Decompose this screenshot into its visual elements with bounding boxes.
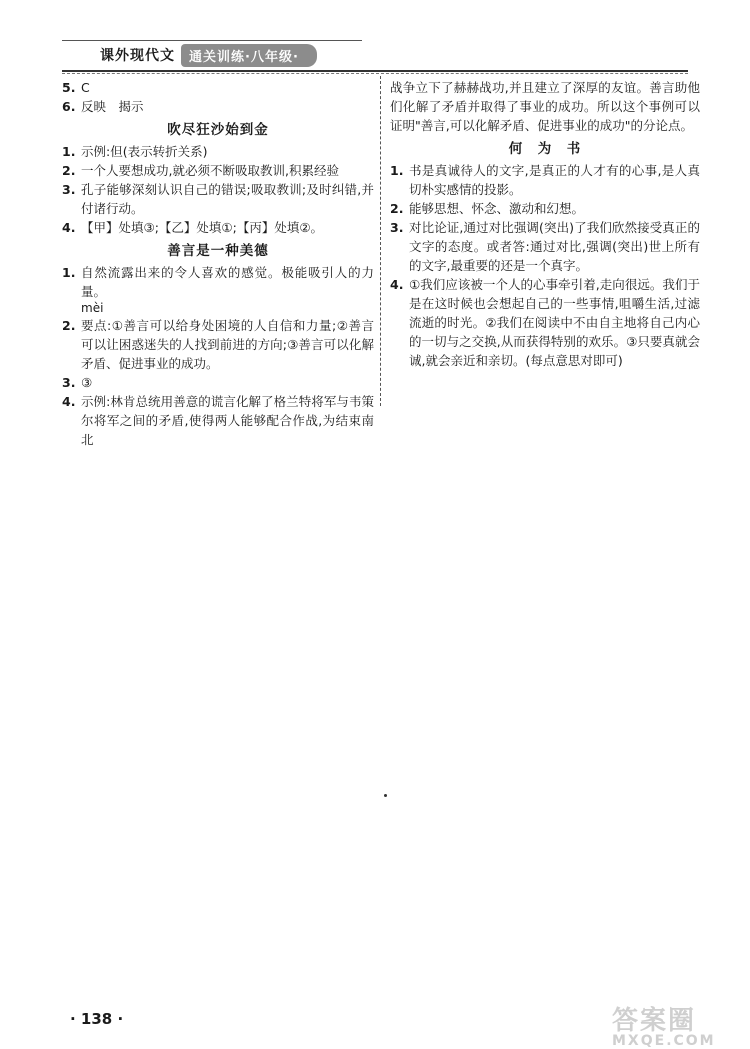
answer-item: 5. C [62,80,90,95]
section-title: 何 为 书 [508,141,582,157]
left-column [62,78,374,449]
header-rule-dashed [62,73,688,74]
section-title: 吹尽狂沙始到金 [167,122,269,138]
answer-item: 4. ①我们应该被一个人的心事牵引着,走向很远。我们于是在这时候也会想起自己的一些事情,咀嚼生活,过滤流逝的时光。②我们在阅读中不由自主地将自己内心的一切与之交换,从而获得特别的欢乐。③只要真就会诚,就会亲近和亲切。(每点意思对即可) [390,277,700,368]
right-column [390,78,700,370]
book-title: 课外现代文 [100,48,175,64]
answer-item: 1. 自然流露出来的令人喜欢的感觉。极能吸引人的力量。 [62,265,374,299]
watermark-url: MXQE.COM [612,1033,716,1049]
answer-item: 1. 示例:但(表示转折关系) [62,144,208,159]
answer-item: 6. 反映 揭示 [62,99,144,114]
continued-text: 战争立下了赫赫战功,并且建立了深厚的友谊。善言助他们化解了矛盾并取得了事业的成功。所以这个事例可以证明"善言,可以化解矛盾、促进事业的成功"的分论点。 [390,80,700,133]
running-header [100,44,317,66]
answer-item: 3. 对比论证,通过对比强调(突出)了我们欣然接受真正的文字的态度。或者答:通过对比,强调(突出)世上所有的文字,最重要的还是一个真字。 [390,220,700,273]
answer-item: 2. 一个人要想成功,就必须不断吸取教训,积累经验 [62,163,339,178]
header-rule [62,70,688,72]
header-top-line [62,40,362,41]
page-number: · 138 · [70,1010,124,1028]
watermark-logo [612,1000,742,1049]
answer-item: 2. 能够思想、怀念、激动和幻想。 [390,201,585,216]
answer-item: 1. 书是真诚待人的文字,是真正的人才有的心事,是人真切朴实感情的投影。 [390,163,700,197]
answer-item: 2. 要点:①善言可以给身处困境的人自信和力量;②善言可以让困惑迷失的人找到前进的方向;③善言可以化解矛盾、促进事业的成功。 [62,318,374,371]
answer-item: 3. 孔子能够深刻认识自己的错误;吸取教训;及时纠错,并付诸行动。 [62,182,374,216]
pinyin-note: mèi [81,301,104,315]
column-divider [380,76,381,406]
header-tag: 通关训练·八年级· [181,44,317,67]
answer-item: 4. 【甲】处填③;【乙】处填①;【丙】处填②。 [62,220,324,235]
stray-dot [384,794,387,797]
watermark-text: 答案圈 [612,1006,697,1036]
answer-item: 3. ③ [62,375,93,390]
answer-item: 4. 示例:林肯总统用善意的谎言化解了格兰特将军与韦策尔将军之间的矛盾,使得两人能够配合作战,为结束南北 [62,394,374,447]
section-title: 善言是一种美德 [167,243,269,259]
